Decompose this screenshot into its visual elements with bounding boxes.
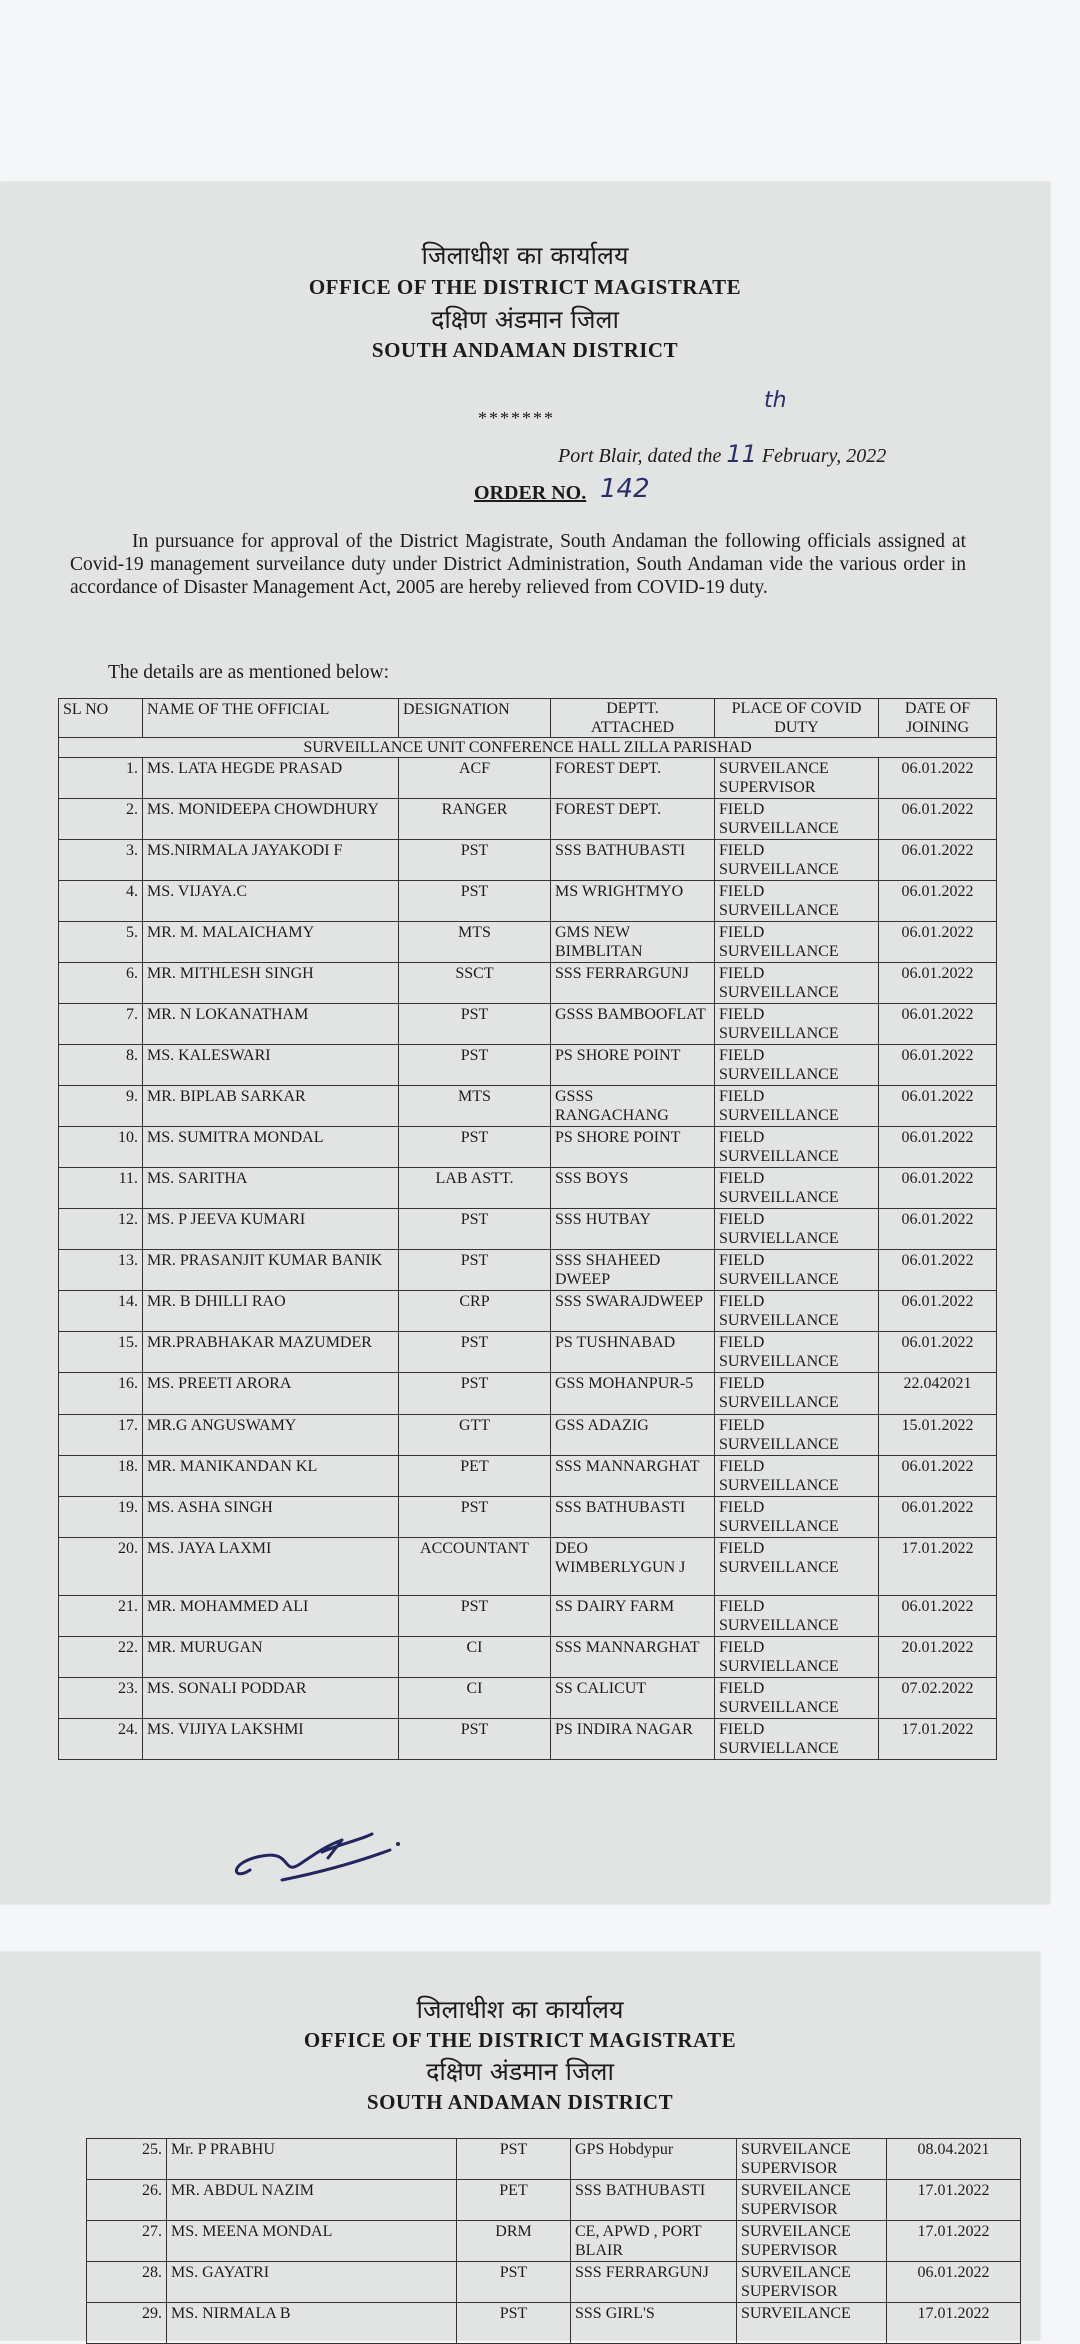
row-place: SURVEILANCE SUPERVISOR: [737, 2180, 887, 2221]
body-paragraph: In pursuance for approval of the District Magistrate, South Andaman the following officials assigned at Covid-19 management surveilance duty under District Administration, South Andaman vide the various order in accordance of Disaster Management Act, 2005 are hereby relieved from COVID-19 duty.: [70, 531, 966, 598]
row-date: 06.01.2022: [887, 2262, 1021, 2303]
section-title: SURVEILLANCE UNIT CONFERENCE HALL ZILLA PARISHAD: [59, 738, 997, 758]
details-intro: The details are as mentioned below:: [108, 662, 390, 683]
row-sl-no: 25.: [87, 2139, 167, 2180]
row-dept: PS SHORE POINT: [551, 1045, 715, 1086]
row-date: 06.01.2022: [879, 1291, 997, 1332]
row-place: FIELD SURVEILLANCE: [715, 1168, 879, 1209]
row-date: 06.01.2022: [879, 963, 997, 1004]
row-place: FIELD SURVEILLANCE: [715, 1538, 879, 1596]
officials-table-continued: [86, 2138, 1021, 2344]
row-sl-no: 14.: [59, 1291, 143, 1332]
row-date: 06.01.2022: [879, 1250, 997, 1291]
row-dept: GSS MOHANPUR-5: [551, 1373, 715, 1415]
row-place: FIELD SURVIELLANCE: [715, 1637, 879, 1678]
row-dept: SSS BATHUBASTI: [551, 840, 715, 881]
row-designation: PST: [457, 2262, 571, 2303]
row-name: MR.G ANGUSWAMY: [143, 1415, 399, 1456]
row-place: FIELD SURVIELLANCE: [715, 1719, 879, 1760]
row-sl-no: 12.: [59, 1209, 143, 1250]
date-line: [558, 440, 886, 468]
row-dept: GSSS BAMBOOFLAT: [551, 1004, 715, 1045]
row-sl-no: 4.: [59, 881, 143, 922]
row-name: MS. SONALI PODDAR: [143, 1678, 399, 1719]
office-title-english: OFFICE OF THE DISTRICT MAGISTRATE: [308, 275, 742, 299]
row-place: FIELD SURVEILLANCE: [715, 1250, 879, 1291]
row-date: 06.01.2022: [879, 758, 997, 799]
row-place: FIELD SURVEILLANCE: [715, 1373, 879, 1415]
row-date: 06.01.2022: [879, 1086, 997, 1127]
row-date: 17.01.2022: [887, 2303, 1021, 2344]
row-place: SURVEILANCE SUPERVISOR: [737, 2139, 887, 2180]
row-place: FIELD SURVEILLANCE: [715, 840, 879, 881]
row-sl-no: 16.: [59, 1373, 143, 1415]
date-suffix-handwritten: th: [764, 388, 787, 413]
table-row: [87, 2180, 1021, 2221]
table-row: [59, 1719, 997, 1760]
row-date: 06.01.2022: [879, 1596, 997, 1637]
row-name: MR. BIPLAB SARKAR: [143, 1086, 399, 1127]
row-name: MR. MOHAMMED ALI: [143, 1596, 399, 1637]
table-row: [87, 2139, 1021, 2180]
row-designation: RANGER: [399, 799, 551, 840]
row-sl-no: 1.: [59, 758, 143, 799]
row-date: 15.01.2022: [879, 1415, 997, 1456]
row-date: 17.01.2022: [887, 2221, 1021, 2262]
row-sl-no: 24.: [59, 1719, 143, 1760]
row-date: 20.01.2022: [879, 1637, 997, 1678]
header-designation: DESIGNATION: [399, 699, 551, 738]
row-place: FIELD SURVEILLANCE: [715, 881, 879, 922]
row-dept: SSS BATHUBASTI: [571, 2180, 737, 2221]
row-name: MR.PRABHAKAR MAZUMDER: [143, 1332, 399, 1373]
row-dept: SS CALICUT: [551, 1678, 715, 1719]
row-date: 06.01.2022: [879, 1127, 997, 1168]
row-sl-no: 28.: [87, 2262, 167, 2303]
row-place: FIELD SURVEILLANCE: [715, 963, 879, 1004]
table-row: [59, 963, 997, 1004]
row-sl-no: 2.: [59, 799, 143, 840]
row-designation: PST: [399, 840, 551, 881]
row-designation: MTS: [399, 1086, 551, 1127]
row-place: SURVEILANCE SUPERVISOR: [715, 758, 879, 799]
row-dept: SSS FERRARGUNJ: [551, 963, 715, 1004]
row-name: MS. NIRMALA B: [167, 2303, 457, 2344]
row-name: MS. P JEEVA KUMARI: [143, 1209, 399, 1250]
row-name: MS. LATA HEGDE PRASAD: [143, 758, 399, 799]
row-designation: PST: [399, 1004, 551, 1045]
row-date: 06.01.2022: [879, 881, 997, 922]
office-title-english-p2: OFFICE OF THE DISTRICT MAGISTRATE: [303, 2028, 737, 2052]
row-designation: PST: [399, 1250, 551, 1291]
row-place: FIELD SURVEILLANCE: [715, 1045, 879, 1086]
table-row: [59, 1497, 997, 1538]
row-name: MR. MANIKANDAN KL: [143, 1456, 399, 1497]
row-designation: PST: [399, 1332, 551, 1373]
table-row: [59, 1678, 997, 1719]
row-name: MS. KALESWARI: [143, 1045, 399, 1086]
row-designation: PST: [399, 1045, 551, 1086]
row-sl-no: 3.: [59, 840, 143, 881]
district-title-english: SOUTH ANDAMAN DISTRICT: [371, 338, 679, 362]
row-name: MS. MEENA MONDAL: [167, 2221, 457, 2262]
row-sl-no: 15.: [59, 1332, 143, 1373]
table-header-row: [59, 699, 997, 738]
row-place: FIELD SURVEILLANCE: [715, 1004, 879, 1045]
row-date: 06.01.2022: [879, 1456, 997, 1497]
row-name: MR. MURUGAN: [143, 1637, 399, 1678]
office-title-hindi: जिलाधीश का कार्यालय: [421, 241, 629, 270]
table-row: [59, 1637, 997, 1678]
officials-table: [58, 698, 997, 1760]
row-sl-no: 6.: [59, 963, 143, 1004]
row-date: 17.01.2022: [887, 2180, 1021, 2221]
row-name: MS. SUMITRA MONDAL: [143, 1127, 399, 1168]
table-row: [59, 1168, 997, 1209]
row-name: MR. N LOKANATHAM: [143, 1004, 399, 1045]
row-dept: PS TUSHNABAD: [551, 1332, 715, 1373]
row-dept: GPS Hobdypur: [571, 2139, 737, 2180]
row-name: MS. ASHA SINGH: [143, 1497, 399, 1538]
row-date: 06.01.2022: [879, 1497, 997, 1538]
row-name: MS. MONIDEEPA CHOWDHURY: [143, 799, 399, 840]
row-sl-no: 17.: [59, 1415, 143, 1456]
row-designation: MTS: [399, 922, 551, 963]
district-title-hindi-p2: दक्षिण अंडमान जिला: [426, 2057, 614, 2086]
order-label: ORDER NO.: [474, 482, 587, 504]
separator: *******: [478, 408, 555, 428]
row-sl-no: 21.: [59, 1596, 143, 1637]
row-sl-no: 7.: [59, 1004, 143, 1045]
row-place: SURVEILANCE SUPERVISOR: [737, 2221, 887, 2262]
row-name: MS. JAYA LAXMI: [143, 1538, 399, 1596]
row-designation: ACF: [399, 758, 551, 799]
row-place: SURVEILANCE SUPERVISOR: [737, 2262, 887, 2303]
row-place: FIELD SURVEILLANCE: [715, 1127, 879, 1168]
header-name: NAME OF THE OFFICIAL: [143, 699, 399, 738]
table-row: [59, 1250, 997, 1291]
row-dept: SSS GIRL'S: [571, 2303, 737, 2344]
row-sl-no: 27.: [87, 2221, 167, 2262]
header-dept: DEPTT. ATTACHED: [551, 699, 715, 738]
row-sl-no: 19.: [59, 1497, 143, 1538]
table-row: [59, 1127, 997, 1168]
row-dept: GSSS RANGACHANG: [551, 1086, 715, 1127]
row-name: MR. M. MALAICHAMY: [143, 922, 399, 963]
row-name: MS.NIRMALA JAYAKODI F: [143, 840, 399, 881]
row-dept: GSS ADAZIG: [551, 1415, 715, 1456]
row-place: FIELD SURVEILLANCE: [715, 1086, 879, 1127]
row-place: FIELD SURVEILLANCE: [715, 1332, 879, 1373]
row-designation: PST: [399, 1596, 551, 1637]
row-dept: FOREST DEPT.: [551, 758, 715, 799]
district-title-english-p2: SOUTH ANDAMAN DISTRICT: [366, 2090, 674, 2114]
header-place: PLACE OF COVID DUTY: [715, 699, 879, 738]
table-row: [87, 2221, 1021, 2262]
office-title-hindi-p2: जिलाधीश का कार्यालय: [416, 1995, 624, 2024]
row-place: FIELD SURVEILLANCE: [715, 1596, 879, 1637]
row-sl-no: 23.: [59, 1678, 143, 1719]
row-designation: CI: [399, 1678, 551, 1719]
row-dept: CE, APWD , PORT BLAIR: [571, 2221, 737, 2262]
row-dept: MS WRIGHTMYO: [551, 881, 715, 922]
row-designation: PST: [457, 2139, 571, 2180]
row-designation: PST: [399, 1127, 551, 1168]
row-name: MR. ABDUL NAZIM: [167, 2180, 457, 2221]
row-name: Mr. P PRABHU: [167, 2139, 457, 2180]
table-row: [59, 1086, 997, 1127]
row-date: 07.02.2022: [879, 1678, 997, 1719]
table-row: [59, 1209, 997, 1250]
header-date: DATE OF JOINING: [879, 699, 997, 738]
row-place: FIELD SURVEILLANCE: [715, 799, 879, 840]
row-dept: SS DAIRY FARM: [551, 1596, 715, 1637]
table-row: [59, 799, 997, 840]
row-designation: PET: [457, 2180, 571, 2221]
row-place: FIELD SURVEILLANCE: [715, 1497, 879, 1538]
row-date: 06.01.2022: [879, 799, 997, 840]
row-sl-no: 11.: [59, 1168, 143, 1209]
row-dept: SSS MANNARGHAT: [551, 1637, 715, 1678]
row-sl-no: 18.: [59, 1456, 143, 1497]
table-row: [59, 1596, 997, 1637]
row-dept: SSS SHAHEED DWEEP: [551, 1250, 715, 1291]
table-row: [59, 1291, 997, 1332]
row-dept: SSS HUTBAY: [551, 1209, 715, 1250]
row-date: 06.01.2022: [879, 1209, 997, 1250]
row-dept: PS INDIRA NAGAR: [551, 1719, 715, 1760]
row-dept: SSS MANNARGHAT: [551, 1456, 715, 1497]
row-designation: LAB ASTT.: [399, 1168, 551, 1209]
row-designation: GTT: [399, 1415, 551, 1456]
document-page-2: [0, 1952, 1040, 2340]
row-date: 06.01.2022: [879, 1045, 997, 1086]
row-dept: FOREST DEPT.: [551, 799, 715, 840]
row-designation: CI: [399, 1637, 551, 1678]
row-sl-no: 22.: [59, 1637, 143, 1678]
row-designation: PST: [399, 1209, 551, 1250]
row-sl-no: 8.: [59, 1045, 143, 1086]
table-row: [59, 1415, 997, 1456]
row-name: MS. VIJIYA LAKSHMI: [143, 1719, 399, 1760]
table-row: [59, 758, 997, 799]
row-place: FIELD SURVEILLANCE: [715, 1291, 879, 1332]
row-place: FIELD SURVEILLANCE: [715, 1456, 879, 1497]
row-name: MS. GAYATRI: [167, 2262, 457, 2303]
row-sl-no: 13.: [59, 1250, 143, 1291]
table-row: [59, 1373, 997, 1415]
table-row: [59, 1045, 997, 1086]
header-sl-no: SL NO: [59, 699, 143, 738]
row-designation: PST: [457, 2303, 571, 2344]
row-place: FIELD SURVEILLANCE: [715, 1678, 879, 1719]
row-date: 06.01.2022: [879, 1168, 997, 1209]
table-row: [59, 1538, 997, 1596]
row-dept: DEO WIMBERLYGUN J: [551, 1538, 715, 1596]
row-place: FIELD SURVEILLANCE: [715, 922, 879, 963]
row-sl-no: 10.: [59, 1127, 143, 1168]
row-name: MS. PREETI ARORA: [143, 1373, 399, 1415]
row-dept: SSS BOYS: [551, 1168, 715, 1209]
table-row: [59, 881, 997, 922]
row-dept: SSS FERRARGUNJ: [571, 2262, 737, 2303]
row-date: 06.01.2022: [879, 1332, 997, 1373]
row-designation: PST: [399, 881, 551, 922]
row-name: MR. B DHILLI RAO: [143, 1291, 399, 1332]
row-dept: PS SHORE POINT: [551, 1127, 715, 1168]
row-dept: SSS BATHUBASTI: [551, 1497, 715, 1538]
row-sl-no: 29.: [87, 2303, 167, 2344]
row-date: 06.01.2022: [879, 840, 997, 881]
row-place: FIELD SURVEILLANCE: [715, 1415, 879, 1456]
table-row: [59, 1456, 997, 1497]
document-page-1: [0, 182, 1050, 1904]
row-designation: DRM: [457, 2221, 571, 2262]
row-designation: PST: [399, 1719, 551, 1760]
row-dept: GMS NEW BIMBLITAN: [551, 922, 715, 963]
order-number-handwritten: 142: [600, 474, 650, 504]
row-designation: PET: [399, 1456, 551, 1497]
row-designation: SSCT: [399, 963, 551, 1004]
row-place: FIELD SURVIELLANCE: [715, 1209, 879, 1250]
row-date: 06.01.2022: [879, 1004, 997, 1045]
row-designation: PST: [399, 1373, 551, 1415]
row-name: MR. MITHLESH SINGH: [143, 963, 399, 1004]
date-prefix: Port Blair, dated the: [558, 445, 722, 467]
row-sl-no: 20.: [59, 1538, 143, 1596]
district-title-hindi: दक्षिण अंडमान जिला: [431, 305, 619, 334]
row-date: 08.04.2021: [887, 2139, 1021, 2180]
table-row: [59, 1004, 997, 1045]
row-name: MS. VIJAYA.C: [143, 881, 399, 922]
row-date: 06.01.2022: [879, 922, 997, 963]
table-row: [59, 922, 997, 963]
official-signature: [222, 1800, 422, 1890]
row-designation: ACCOUNTANT: [399, 1538, 551, 1596]
table-row: [59, 1332, 997, 1373]
row-dept: SSS SWARAJDWEEP: [551, 1291, 715, 1332]
table-row: [87, 2303, 1021, 2344]
row-name: MR. PRASANJIT KUMAR BANIK: [143, 1250, 399, 1291]
row-place: SURVEILANCE: [737, 2303, 887, 2344]
row-sl-no: 26.: [87, 2180, 167, 2221]
row-name: MS. SARITHA: [143, 1168, 399, 1209]
section-title-row: [59, 738, 997, 758]
date-day-handwritten: 11: [726, 440, 757, 468]
row-designation: PST: [399, 1497, 551, 1538]
row-sl-no: 5.: [59, 922, 143, 963]
row-date: 22.042021: [879, 1373, 997, 1415]
row-sl-no: 9.: [59, 1086, 143, 1127]
row-designation: CRP: [399, 1291, 551, 1332]
date-month-year: February, 2022: [761, 445, 887, 467]
table-row: [87, 2262, 1021, 2303]
row-date: 17.01.2022: [879, 1538, 997, 1596]
row-date: 17.01.2022: [879, 1719, 997, 1760]
table-row: [59, 840, 997, 881]
